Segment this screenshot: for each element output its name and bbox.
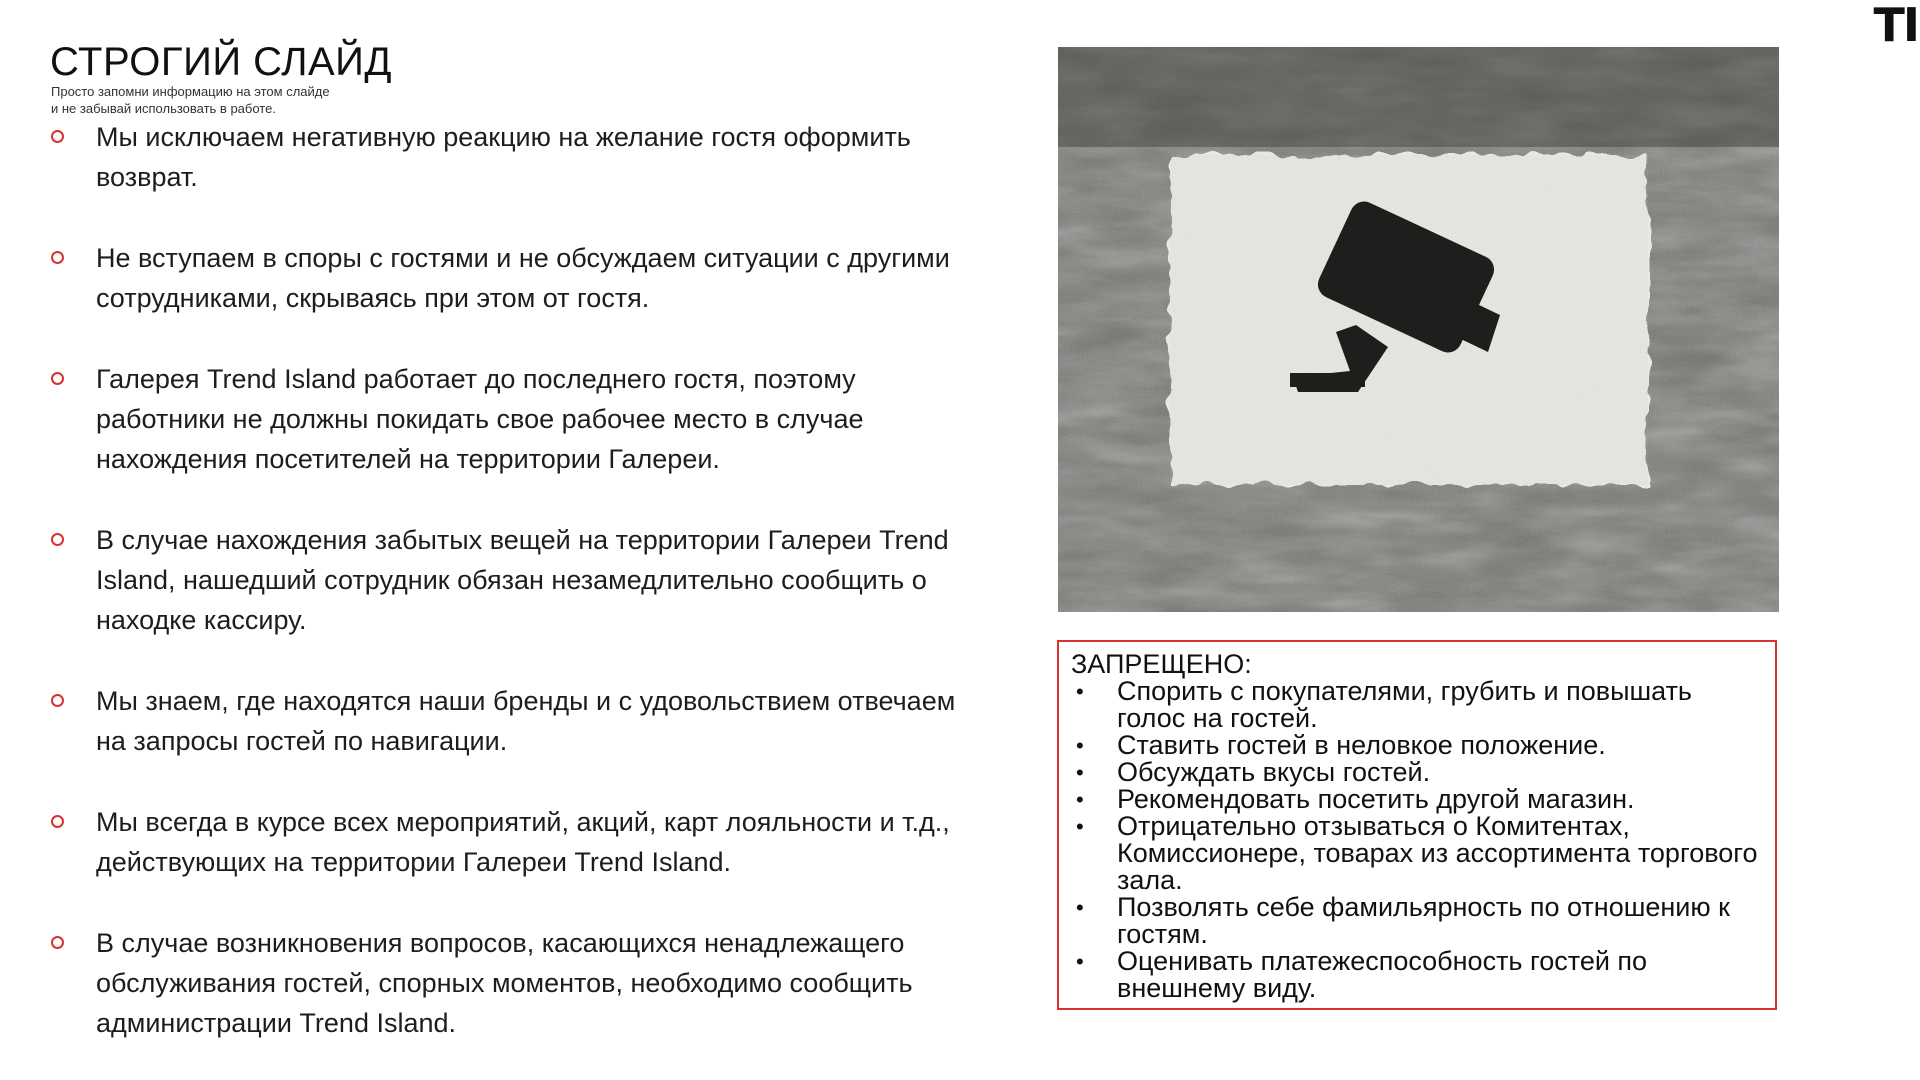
slide-title: СТРОГИЙ СЛАЙД: [50, 40, 393, 84]
forbidden-box: [1057, 640, 1777, 1010]
forbidden-item: [1071, 678, 1763, 732]
bullet-circle-icon: [51, 936, 64, 949]
rule-item: [48, 359, 968, 479]
bullet-circle-icon: [51, 533, 64, 546]
forbidden-text: Спорить с покупателями, грубить и повышать голос на гостей.: [1117, 676, 1693, 733]
forbidden-item: [1071, 948, 1763, 1002]
forbidden-item: [1071, 786, 1763, 813]
rule-item: [48, 802, 968, 882]
cctv-camera-photo: [1058, 47, 1779, 612]
brand-logo: TI: [1873, 0, 1918, 52]
forbidden-heading: ЗАПРЕЩЕНО:: [1071, 649, 1252, 679]
bullet-circle-icon: [51, 815, 64, 828]
forbidden-text: Отрицательно отзываться о Комитентах, Комиссионере, товарах из ассортимента торгового зала.: [1117, 811, 1758, 895]
rule-item: [48, 520, 968, 640]
forbidden-text: Ставить гостей в неловкое положение.: [1117, 730, 1606, 760]
rule-text: Мы исключаем негативную реакцию на желание гостя оформить возврат.: [96, 122, 911, 192]
subtitle-line: и не забывай использовать в работе.: [51, 101, 276, 116]
forbidden-text: Оценивать платежеспособность гостей по внешнему виду.: [1117, 946, 1648, 1003]
rule-text: В случае возникновения вопросов, касающихся ненадлежащего обслуживания гостей, спорных моментов, необходимо сообщить администрации Trend Island.: [96, 928, 913, 1038]
rule-text: В случае нахождения забытых вещей на территории Галереи Trend Island, нашедший сотрудник обязан незамедлительно сообщить о находке кассиру.: [96, 525, 949, 635]
bullet-dot-icon: •: [1076, 733, 1084, 758]
rule-item: [48, 117, 968, 197]
forbidden-text: Позволять себе фамильярность по отношению к гостям.: [1117, 892, 1730, 949]
rules-list: [48, 117, 968, 1080]
bullet-circle-icon: [51, 130, 64, 143]
bullet-dot-icon: •: [1076, 949, 1084, 974]
bullet-circle-icon: [51, 251, 64, 264]
rule-text: Галерея Trend Island работает до последнего гостя, поэтому работники не должны покидать свое рабочее место в случае нахождения посетителей на территории Галереи.: [96, 364, 864, 474]
bullet-circle-icon: [51, 372, 64, 385]
rule-item: [48, 681, 968, 761]
rule-text: Не вступаем в споры с гостями и не обсуждаем ситуации с другими сотрудниками, скрываясь при этом от гостя.: [96, 243, 950, 313]
forbidden-item: [1071, 759, 1763, 786]
cctv-camera-icon: [1058, 47, 1779, 612]
forbidden-item: [1071, 894, 1763, 948]
bullet-circle-icon: [51, 694, 64, 707]
subtitle-line: Просто запомни информацию на этом слайде: [51, 84, 330, 99]
forbidden-list: [1071, 678, 1763, 1002]
forbidden-item: [1071, 813, 1763, 894]
bullet-dot-icon: •: [1076, 760, 1084, 785]
bullet-dot-icon: •: [1076, 679, 1084, 704]
bullet-dot-icon: •: [1076, 895, 1084, 920]
rule-text: Мы всегда в курсе всех мероприятий, акций, карт лояльности и т.д., действующих на территории Галереи Trend Island.: [96, 807, 950, 877]
rule-item: [48, 238, 968, 318]
forbidden-item: [1071, 732, 1763, 759]
forbidden-text: Рекомендовать посетить другой магазин.: [1117, 784, 1635, 814]
forbidden-text: Обсуждать вкусы гостей.: [1117, 757, 1431, 787]
bullet-dot-icon: •: [1076, 814, 1084, 839]
slide-subtitle: [51, 83, 391, 117]
rule-text: Мы знаем, где находятся наши бренды и с удовольствием отвечаем на запросы гостей по навигации.: [96, 686, 956, 756]
rule-item: [48, 923, 968, 1043]
bullet-dot-icon: •: [1076, 787, 1084, 812]
